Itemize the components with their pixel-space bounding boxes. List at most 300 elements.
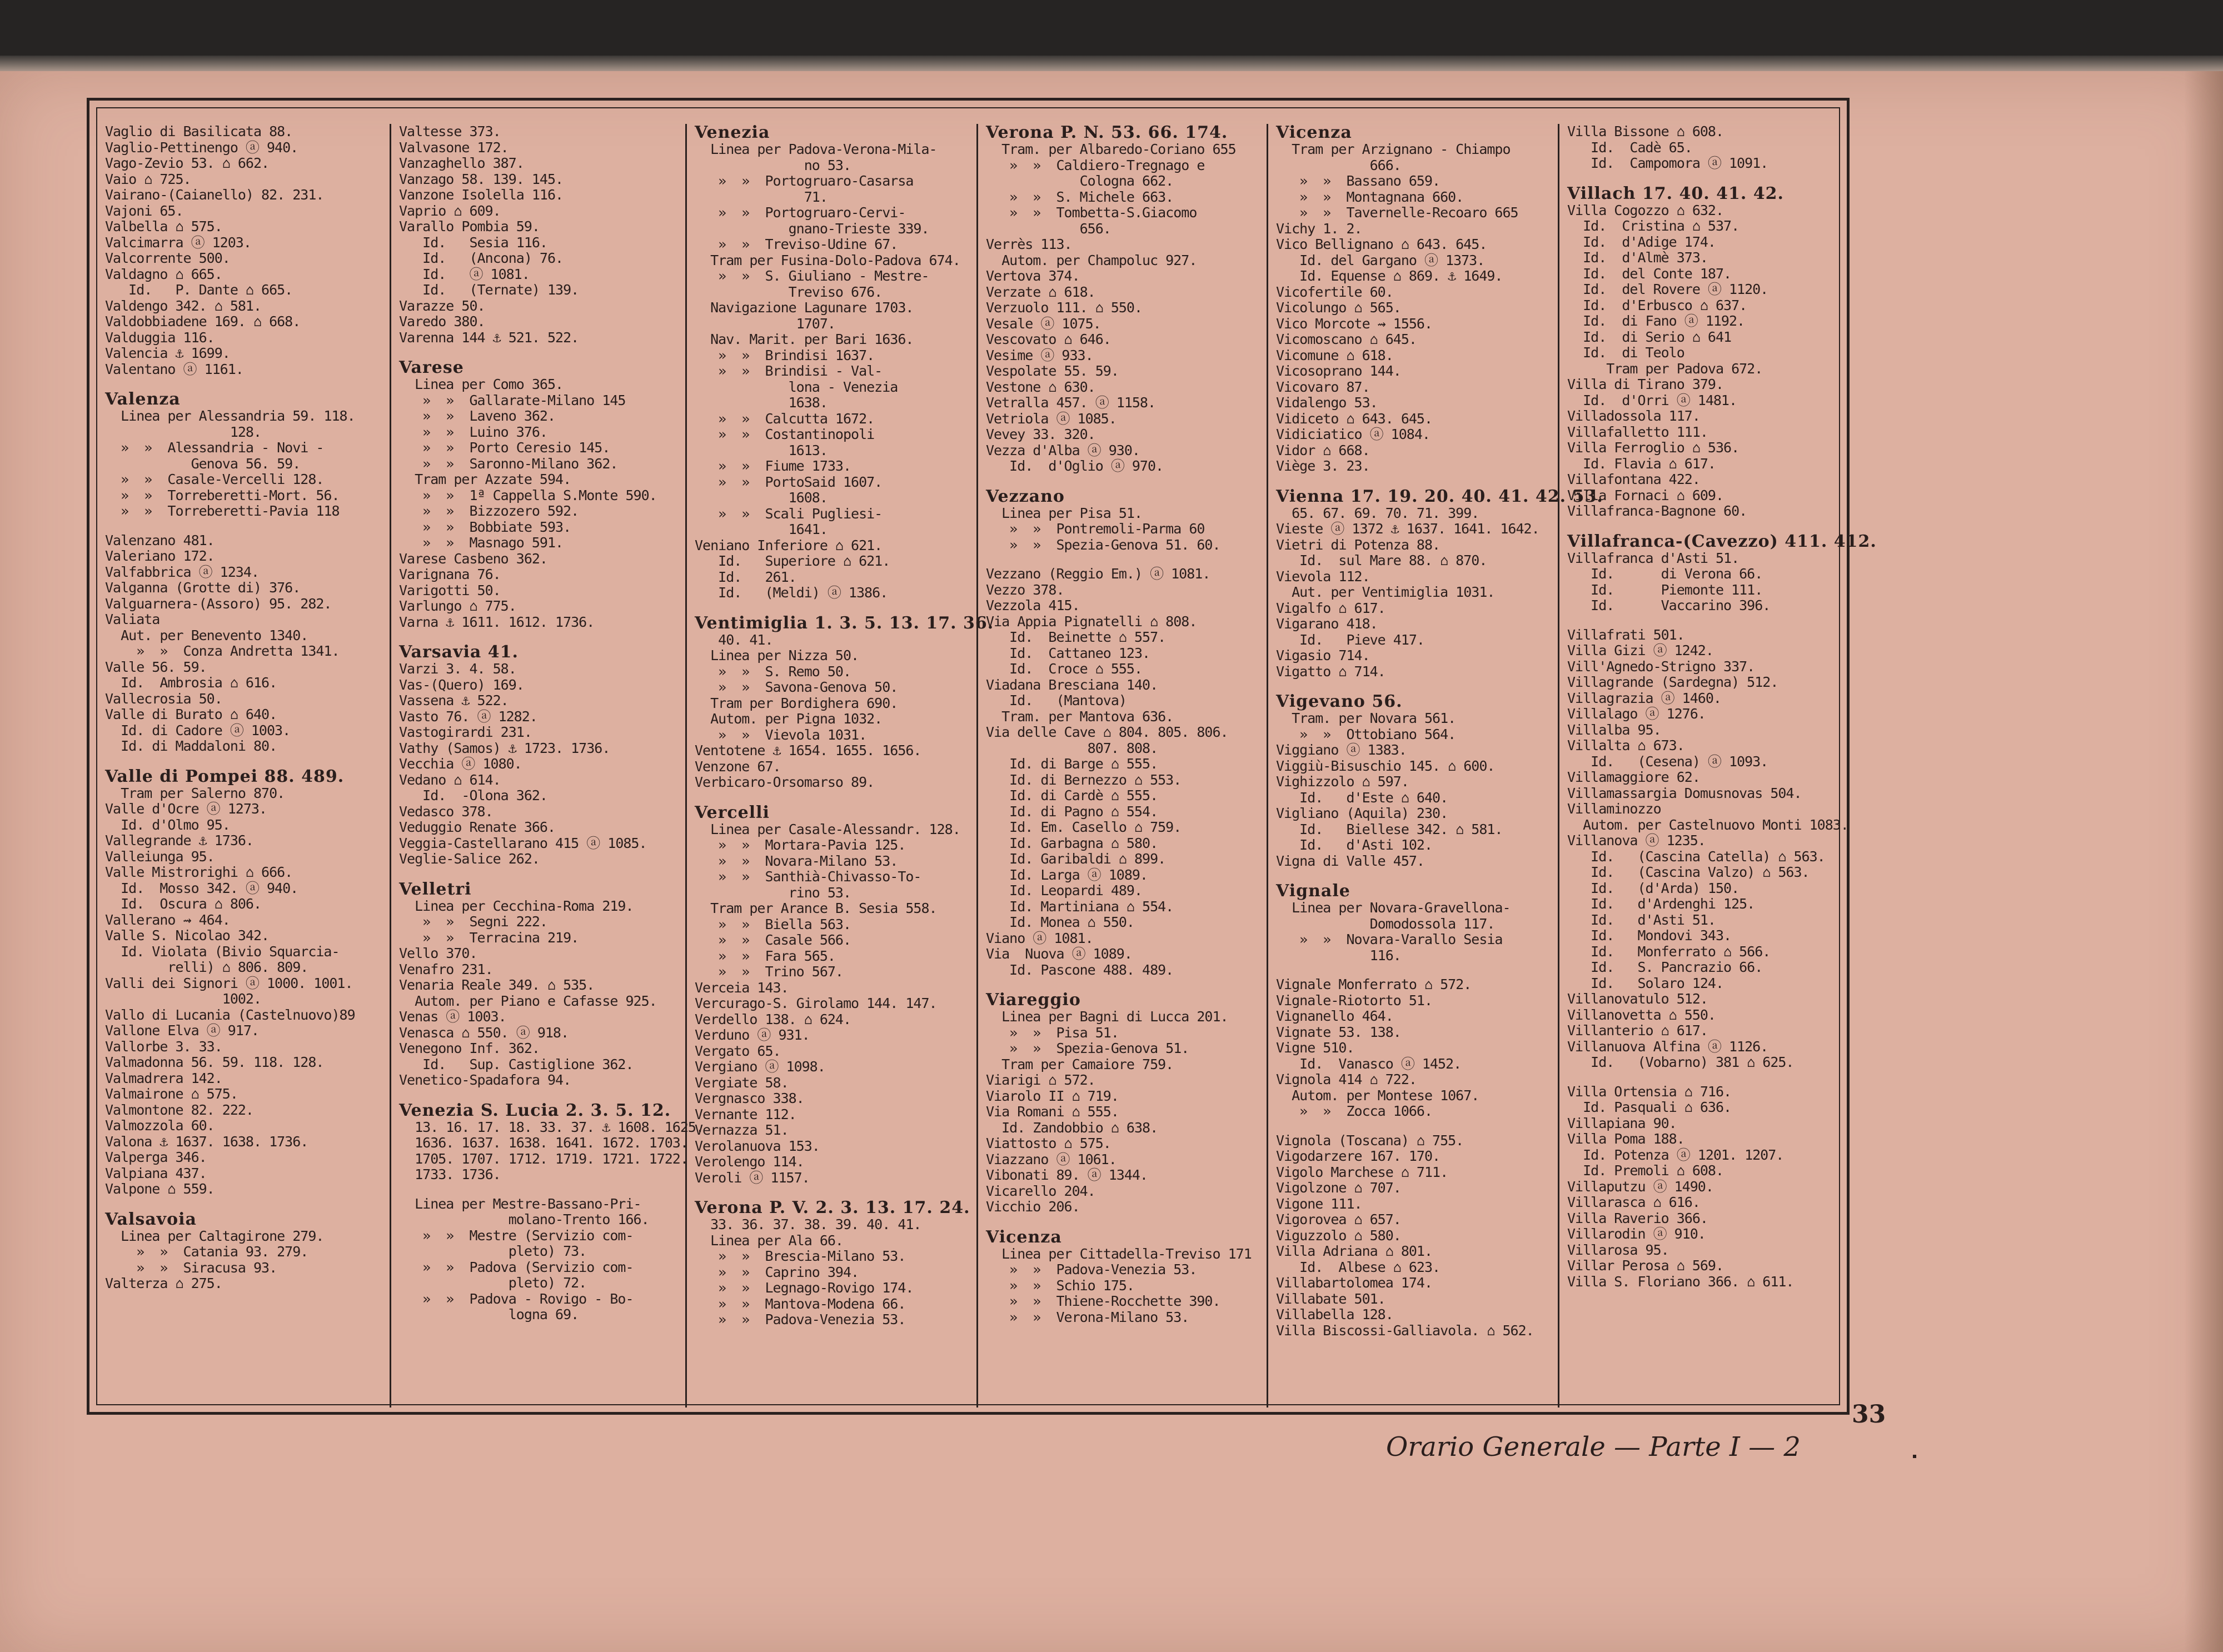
index-entry: Valmontone 82. 222.: [105, 1101, 253, 1118]
index-entry: Id. Cattaneo 123.: [986, 645, 1150, 661]
index-entry: » » Brindisi 1637.: [695, 347, 875, 363]
index-entry: Vallo di Lucania (Castelnuovo)89: [105, 1006, 355, 1023]
index-entry: Vichy 1. 2.: [1276, 220, 1362, 237]
index-entry: Id. (Cesena) ⓐ 1093.: [1567, 753, 1768, 770]
index-entry: Valli dei Signori ⓐ 1000. 1001.: [105, 975, 353, 991]
index-entry: Valpone ⌂ 559.: [105, 1181, 215, 1197]
index-entry: 1636. 1637. 1638. 1641. 1672. 1703.: [399, 1135, 688, 1151]
index-entry: Id. Pasquali ⌂ 636.: [1567, 1099, 1732, 1115]
index-entry: Varigotti 50.: [399, 582, 501, 598]
index-entry: Verbicaro-Orsomarso 89.: [695, 774, 875, 790]
index-entry: Venetico-Spadafora 94.: [399, 1072, 571, 1088]
index-entry: Id. Violata (Bivio Squarcia-: [105, 943, 340, 960]
index-entry: Id. di Cadore ⓐ 1003.: [105, 722, 291, 738]
index-entry: Vetriola ⓐ 1085.: [986, 410, 1117, 427]
index-entry: 65. 67. 69. 70. 71. 399.: [1276, 505, 1479, 521]
index-entry: Valmairone ⌂ 575.: [105, 1086, 238, 1102]
index-entry: Linea per Caltagirone 279.: [105, 1227, 324, 1244]
index-entry: Id. Cadè 65.: [1567, 139, 1692, 156]
index-entry: Linea per Padova-Verona-Mila-: [695, 141, 937, 157]
index-entry: 1705. 1707. 1712. 1719. 1721. 1722.: [399, 1150, 688, 1167]
entry-spacer: [1276, 869, 1558, 882]
index-entry: Vecchia ⓐ 1080.: [399, 756, 522, 772]
index-entry: Valmadrera 142.: [105, 1070, 222, 1086]
index-entry: Id. di Bernezzo ⌂ 553.: [986, 771, 1182, 788]
index-entry: Valvasone 172.: [399, 139, 509, 156]
index-entry: Vesime ⓐ 933.: [986, 347, 1093, 363]
index-entry: Vicolungo ⌂ 565.: [1276, 300, 1401, 316]
entry-spacer: [1276, 680, 1558, 693]
index-entry: Villanovetta ⌂ 550.: [1567, 1006, 1716, 1023]
index-entry: Id. Garibaldi ⌂ 899.: [986, 851, 1166, 867]
index-entry: lona - Venezia: [695, 378, 898, 395]
index-entry: Verolengo 114.: [695, 1154, 804, 1170]
index-entry: Tram. per Mantova 636.: [986, 708, 1174, 725]
index-entry: » » S. Remo 50.: [695, 663, 851, 680]
index-entry: pleto) 73.: [399, 1243, 587, 1259]
index-entry: 666.: [1276, 157, 1401, 173]
index-entry: Id. Albese ⌂ 623.: [1276, 1259, 1441, 1275]
index-entry: Tram per Bordighera 690.: [695, 695, 898, 711]
index-entry: Viggiano ⓐ 1383.: [1276, 742, 1407, 758]
index-entry: Villa S. Floriano 366. ⌂ 611.: [1567, 1273, 1794, 1290]
index-column-5: [1267, 123, 1603, 1408]
entry-spacer: [695, 791, 976, 804]
entry-spacer: [986, 978, 1267, 991]
index-entry: Villalago ⓐ 1276.: [1567, 706, 1706, 722]
index-entry: Linea per Cittadella-Treviso 171: [986, 1245, 1252, 1262]
index-entry: Valdobbiadene 169. ⌂ 668.: [105, 313, 301, 330]
index-entry: Treviso 676.: [695, 283, 883, 300]
index-entry: Vaio ⌂ 725.: [105, 171, 191, 187]
index-entry: Veglie-Salice 262.: [399, 851, 540, 867]
index-entry: Vallegrande ⚓ 1736.: [105, 832, 253, 849]
index-entry: » » Fiume 1733.: [695, 458, 851, 474]
index-entry: Venzone 67.: [695, 758, 781, 775]
index-entry: Villabella 128.: [1276, 1306, 1393, 1322]
index-column-1: [97, 124, 375, 1408]
index-entry: Vietri di Potenza 88.: [1276, 536, 1441, 553]
index-entry: Navigazione Lagunare 1703.: [695, 300, 914, 316]
index-entry: 807. 808.: [986, 740, 1158, 756]
index-entry: » » Siracusa 93.: [105, 1259, 277, 1276]
index-entry: Vigalfo ⌂ 617.: [1276, 600, 1385, 616]
station-heading: Vicenza: [986, 1227, 1062, 1247]
page-shadow: [2184, 71, 2223, 1652]
index-entry: Vidor ⌂ 668.: [1276, 442, 1370, 458]
index-entry: » » Treviso-Udine 67.: [695, 236, 898, 252]
index-entry: Id. d'Asti 51.: [1567, 911, 1716, 928]
index-entry: Vigna di Valle 457.: [1276, 852, 1424, 869]
index-column-6: [1558, 123, 1877, 1408]
index-entry: Vidalengo 53.: [1276, 395, 1378, 411]
station-heading: Verona P. V. 2. 3. 13. 17. 24.: [695, 1198, 970, 1217]
index-entry: Id. (Vobarno) 381 ⌂ 625.: [1567, 1054, 1794, 1070]
index-entry: Vesale ⓐ 1075.: [986, 315, 1101, 332]
page-number: 33: [1852, 1400, 1886, 1429]
index-entry: » » Mantova-Modena 66.: [695, 1295, 906, 1312]
index-entry: Id. d'Asti 102.: [1276, 837, 1433, 853]
index-entry: » » Pisa 51.: [986, 1024, 1119, 1041]
index-entry: » » Masnago 591.: [399, 535, 564, 551]
index-entry: 33. 36. 37. 38. 39. 40. 41.: [695, 1216, 921, 1232]
index-entry: Id. Em. Casello ⌂ 759.: [986, 819, 1182, 835]
index-entry: » » Santhià-Chivasso-To-: [695, 869, 921, 885]
index-entry: Vercurago-S. Girolamo 144. 147.: [695, 995, 937, 1011]
index-entry: Vicomoscano ⌂ 645.: [1276, 331, 1417, 347]
index-entry: Tram per Fusina-Dolo-Padova 674.: [695, 252, 960, 268]
index-entry: 1613.: [695, 442, 828, 458]
index-entry: Viarolo II ⌂ 719.: [986, 1087, 1119, 1104]
index-entry: Ventotene ⚓ 1654. 1655. 1656.: [695, 742, 921, 758]
index-entry: Nav. Marit. per Bari 1636.: [695, 331, 914, 347]
index-entry: Linea per Mestre-Bassano-Pri-: [399, 1195, 641, 1212]
index-entry: Id. (Cascina Valzo) ⌂ 563.: [1567, 864, 1810, 880]
index-entry: » » Laveno 362.: [399, 408, 556, 424]
index-entry: » » Padova (Servizio com-: [399, 1259, 634, 1275]
index-entry: Veniano Inferiore ⌂ 621.: [695, 537, 883, 553]
index-entry: Villapiana 90.: [1567, 1115, 1677, 1131]
index-entry: Villa Ferroglio ⌂ 536.: [1567, 440, 1739, 456]
index-entry: » » Catania 93. 279.: [105, 1244, 308, 1260]
index-entry: Vallone Elva ⓐ 917.: [105, 1022, 259, 1039]
entry-spacer: [1276, 1120, 1558, 1133]
index-entry: Valiata: [105, 611, 160, 627]
index-entry: Id. 261.: [695, 568, 796, 585]
index-entry: » » Ottobiano 564.: [1276, 726, 1456, 742]
index-entry: Autom. per Champoluc 927.: [986, 252, 1197, 268]
index-entry: Villafalletto 111.: [1567, 423, 1708, 440]
index-entry: Valona ⚓ 1637. 1638. 1736.: [105, 1133, 308, 1150]
index-entry: Valle di Burato ⌂ 640.: [105, 706, 277, 722]
index-entry: Villanuova Alfina ⓐ 1126.: [1567, 1038, 1768, 1055]
station-heading: Vercelli: [695, 802, 770, 822]
index-entry: Vassena ⚓ 522.: [399, 692, 509, 708]
index-entry: Viarigi ⌂ 572.: [986, 1072, 1095, 1088]
index-entry: Id. Monea ⌂ 550.: [986, 914, 1134, 930]
index-entry: Vigliano (Aquila) 230.: [1276, 805, 1448, 821]
index-entry: Id. Vanasco ⓐ 1452.: [1276, 1055, 1462, 1072]
entry-spacer: [695, 1186, 976, 1199]
index-entry: » » Caldiero-Tregnago e: [986, 157, 1205, 173]
index-entry: Id. di Pagno ⌂ 554.: [986, 803, 1158, 820]
index-entry: Villagrazia ⓐ 1460.: [1567, 690, 1721, 706]
index-entry: Vignate 53. 138.: [1276, 1024, 1401, 1040]
index-entry: » » Porto Ceresio 145.: [399, 440, 610, 456]
index-entry: Villar Perosa ⌂ 569.: [1567, 1257, 1724, 1274]
index-entry: Tram per Salerno 870.: [105, 785, 285, 801]
index-entry: Vibonati 89. ⓐ 1344.: [986, 1167, 1148, 1183]
index-entry: » » Caprino 394.: [695, 1264, 859, 1280]
index-entry: Id. Garbagna ⌂ 580.: [986, 835, 1158, 851]
index-entry: Venegono Inf. 362.: [399, 1040, 540, 1056]
index-entry: Varese Casbeno 362.: [399, 550, 547, 567]
index-entry: Cologna 662.: [986, 173, 1174, 189]
index-entry: 1641.: [695, 521, 828, 537]
index-entry: » » Fara 565.: [695, 947, 835, 964]
index-entry: Vago-Zevio 53. ⌂ 662.: [105, 155, 270, 171]
index-entry: Verduno ⓐ 931.: [695, 1027, 810, 1043]
index-entry: Valfabbrica ⓐ 1234.: [105, 563, 259, 580]
index-entry: Linea per Pisa 51.: [986, 505, 1143, 521]
index-entry: Via Nuova ⓐ 1089.: [986, 946, 1132, 962]
entry-spacer: [1567, 1071, 1847, 1084]
entry-spacer: [105, 755, 375, 768]
index-entry: » » Spezia-Genova 51. 60.: [986, 536, 1220, 553]
index-entry: Valencia ⚓ 1699.: [105, 345, 230, 361]
index-entry: Linea per Ala 66.: [695, 1232, 843, 1249]
index-entry: » » Bizzozero 592.: [399, 503, 579, 519]
index-entry: Villa Raverio 366.: [1567, 1210, 1708, 1226]
index-entry: Valbella ⌂ 575.: [105, 218, 222, 234]
index-entry: Vignanello 464.: [1276, 1008, 1393, 1024]
index-entry: Vespolate 55. 59.: [986, 363, 1119, 379]
index-entry: Id. d'Este ⌂ 640.: [1276, 789, 1448, 806]
index-entry: » » Luino 376.: [399, 423, 547, 440]
index-entry: Valperga 346.: [105, 1149, 207, 1165]
index-entry: Vievola 112.: [1276, 568, 1370, 585]
index-entry: Veggia-Castellarano 415 ⓐ 1085.: [399, 835, 647, 851]
index-entry: Vicovaro 87.: [1276, 378, 1370, 395]
index-entry: Villa Poma 188.: [1567, 1131, 1684, 1147]
index-entry: Villa Adriana ⌂ 801.: [1276, 1243, 1433, 1259]
index-entry: Verzate ⌂ 618.: [986, 283, 1095, 300]
index-entry: Id. Martiniana ⌂ 554.: [986, 898, 1174, 915]
index-entry: Vathy (Samos) ⚓ 1723. 1736.: [399, 740, 610, 756]
index-entry: » » Calcutta 1672.: [695, 410, 875, 427]
station-heading: Valsavoia: [105, 1209, 197, 1229]
index-entry: » » Scali Pugliesi-: [695, 505, 883, 522]
index-entry: Viazzano ⓐ 1061.: [986, 1151, 1117, 1167]
station-heading: Varese: [399, 358, 464, 377]
index-entry: Id. d'Ardenghi 125.: [1567, 896, 1755, 912]
index-entry: Valcimarra ⓐ 1203.: [105, 234, 251, 251]
index-entry: Id. (Mantova): [986, 692, 1127, 708]
index-entry: Vigorovea ⌂ 657.: [1276, 1211, 1401, 1227]
index-entry: Valdengo 342. ⌂ 581.: [105, 297, 262, 314]
index-entry: Villalta ⌂ 673.: [1567, 737, 1684, 753]
station-heading: Ventimiglia 1. 3. 5. 13. 17. 36.: [695, 613, 994, 633]
station-heading: Villafranca-(Cavezzo) 411. 412.: [1567, 531, 1877, 551]
index-frame: [87, 98, 1877, 1415]
index-entry: » » 1ª Cappella S.Monte 590.: [399, 487, 657, 503]
index-entry: Vignale Monferrato ⌂ 572.: [1276, 976, 1472, 992]
station-heading: Vigevano 56.: [1276, 692, 1403, 711]
station-heading: Vienna 17. 19. 20. 40. 41. 42. 53.: [1276, 486, 1603, 506]
index-entry: Aut. per Benevento 1340.: [105, 627, 308, 643]
index-entry: Vignale-Riotorto 51.: [1276, 992, 1433, 1009]
index-entry: Id. Sesia 116.: [399, 234, 547, 251]
index-entry: Valmozzola 60.: [105, 1117, 215, 1134]
index-entry: Vill'Agnedo-Strigno 337.: [1567, 658, 1755, 675]
index-entry: Id. Mondovi 343.: [1567, 927, 1732, 944]
index-entry: » » Novara-Milano 53.: [695, 852, 898, 869]
index-entry: Id. d'Erbusco ⌂ 637.: [1567, 297, 1747, 313]
index-entry: Linea per Casale-Alessandr. 128.: [695, 821, 960, 837]
index-entry: Vigatto ⌂ 714.: [1276, 663, 1385, 680]
entry-spacer: [1567, 614, 1847, 627]
index-entry: » » Terracina 219.: [399, 929, 579, 946]
index-entry: Id. di Teolo: [1567, 345, 1684, 361]
index-entry: Id. -Olona 362.: [399, 787, 547, 803]
station-heading: Valle di Pompei 88. 489.: [105, 766, 345, 786]
index-entry: Valle 56. 59.: [105, 658, 207, 675]
index-entry: Vernazza 51.: [695, 1122, 789, 1138]
index-entry: Villamassargia Domusnovas 504.: [1567, 785, 1802, 801]
index-entry: Vergiate 58.: [695, 1074, 789, 1091]
index-entry: Vetralla 457. ⓐ 1158.: [986, 395, 1156, 411]
index-entry: 40. 41.: [695, 631, 773, 648]
index-entry: Villabate 501.: [1276, 1290, 1385, 1307]
index-entry: Via delle Cave ⌂ 804. 805. 806.: [986, 724, 1228, 740]
index-entry: Valle S. Nicolao 342.: [105, 927, 270, 944]
index-entry: Valcorrente 500.: [105, 250, 230, 266]
index-entry: Id. Beinette ⌂ 557.: [986, 629, 1166, 645]
index-entry: rino 53.: [695, 884, 851, 901]
index-entry: Villarasca ⌂ 616.: [1567, 1194, 1700, 1210]
index-entry: Villa Biscossi-Galliavola. ⌂ 562.: [1276, 1322, 1534, 1339]
index-entry: » » Tombetta-S.Giacomo: [986, 204, 1197, 221]
entry-spacer: [399, 630, 685, 643]
index-entry: Verdello 138. ⌂ 624.: [695, 1011, 851, 1027]
index-entry: Linea per Como 365.: [399, 376, 564, 392]
index-entry: » » Thiene-Rocchette 390.: [986, 1293, 1220, 1309]
index-entry: Autom. per Piano e Cafasse 925.: [399, 992, 657, 1009]
index-entry: » » Legnago-Rovigo 174.: [695, 1280, 914, 1296]
index-entry: Varedo 380.: [399, 313, 485, 330]
index-entry: 1733. 1736.: [399, 1166, 501, 1182]
index-entry: Id. Biellese 342. ⌂ 581.: [1276, 821, 1503, 837]
index-entry: pleto) 72.: [399, 1275, 587, 1291]
entry-spacer: [986, 1215, 1267, 1229]
index-entry: Villa Cogozzo ⌂ 632.: [1567, 202, 1724, 218]
index-entry: Id. Piemonte 111.: [1567, 581, 1763, 598]
index-entry: Linea per Novara-Gravellona-: [1276, 900, 1511, 916]
station-heading: Valenza: [105, 390, 181, 409]
index-entry: Valeriano 172.: [105, 548, 215, 564]
index-entry: Vezzola 415.: [986, 597, 1080, 613]
index-entry: Vezzano (Reggio Em.) ⓐ 1081.: [986, 566, 1210, 582]
index-entry: Villafontana 422.: [1567, 471, 1700, 487]
station-heading: Vezzano: [986, 486, 1065, 506]
index-entry: Vallecrosia 50.: [105, 690, 222, 707]
index-entry: Vigolzone ⌂ 707.: [1276, 1180, 1401, 1196]
index-entry: Varlungo ⌂ 775.: [399, 598, 516, 614]
station-heading: Villach 17. 40. 41. 42.: [1567, 183, 1785, 203]
index-entry: Vignola (Toscana) ⌂ 755.: [1276, 1132, 1464, 1149]
entry-spacer: [105, 377, 375, 391]
index-entry: no 53.: [695, 157, 851, 173]
index-entry: Id. Oscura ⌂ 806.: [105, 896, 262, 912]
index-entry: Valle Mistrorighi ⌂ 666.: [105, 864, 293, 880]
index-entry: » » Padova - Rovigo - Bo-: [399, 1290, 634, 1307]
index-entry: Valganna (Grotte di) 376.: [105, 580, 301, 596]
index-entry: » » Padova-Venezia 53.: [695, 1311, 906, 1327]
index-entry: Varazze 50.: [399, 297, 485, 314]
index-entry: Vignola 414 ⌂ 722.: [1276, 1071, 1417, 1087]
index-entry: Vescovato ⌂ 646.: [986, 331, 1111, 347]
index-entry: Valpiana 437.: [105, 1165, 207, 1181]
index-entry: Vallerano ⇝ 464.: [105, 911, 230, 928]
index-entry: » » Mortara-Pavia 125.: [695, 837, 906, 853]
index-entry: Domodossola 117.: [1276, 915, 1495, 932]
index-entry: Via Appia Pignatelli ⌂ 808.: [986, 613, 1197, 630]
index-entry: Vigone 111.: [1276, 1195, 1362, 1212]
index-entry: 1638.: [695, 395, 828, 411]
index-entry: relli) ⌂ 806. 809.: [105, 959, 308, 975]
index-entry: » » Novara-Varallo Sesia: [1276, 931, 1503, 947]
index-entry: » » Gallarate-Milano 145: [399, 392, 626, 408]
index-entry: Id. Monferrato ⌂ 566.: [1567, 943, 1771, 960]
index-entry: » » Trino 567.: [695, 964, 843, 980]
index-entry: » » Padova-Venezia 53.: [986, 1261, 1197, 1277]
index-entry: » » Brindisi - Val-: [695, 363, 883, 379]
index-entry: Id. S. Pancrazio 66.: [1567, 959, 1763, 975]
index-entry: Villabartolomea 174.: [1276, 1275, 1433, 1291]
index-entry: » » Savona-Genova 50.: [695, 679, 898, 695]
index-entry: Tram per Padova 672.: [1567, 360, 1763, 377]
index-entry: Tram. per Albaredo-Coriano 655: [986, 141, 1236, 157]
index-entry: » » Saronno-Milano 362.: [399, 455, 618, 472]
station-heading: Venezia S. Lucia 2. 3. 5. 12.: [399, 1100, 671, 1120]
index-entry: Vastogirardi 231.: [399, 724, 532, 740]
station-heading: Vignale: [1276, 881, 1350, 901]
index-entry: Id. ⓐ 1081.: [399, 266, 530, 282]
index-entry: 71.: [695, 188, 828, 205]
index-entry: Id. Leopardi 489.: [986, 882, 1143, 899]
index-entry: Vergnasco 338.: [695, 1090, 804, 1106]
index-entry: Varzi 3. 4. 58.: [399, 661, 516, 677]
index-entry: Linea per Bagni di Lucca 201.: [986, 1009, 1228, 1025]
index-entry: » » Bobbiate 593.: [399, 518, 571, 535]
index-entry: » » Montagnana 660.: [1276, 188, 1464, 205]
index-entry: Id. di Maddaloni 80.: [105, 738, 277, 754]
index-entry: Venas ⓐ 1003.: [399, 1009, 506, 1025]
entry-spacer: [105, 1197, 375, 1211]
index-entry: Villanterio ⌂ 617.: [1567, 1022, 1708, 1039]
index-entry: » » Conza Andretta 1341.: [105, 643, 340, 659]
index-entry: Linea per Nizza 50.: [695, 647, 859, 663]
index-entry: » » S. Giuliano - Mestre-: [695, 268, 929, 284]
entry-spacer: [1567, 172, 1847, 185]
index-entry: 1002.: [105, 991, 262, 1007]
index-entry: Vertova 374.: [986, 268, 1080, 284]
index-entry: » » S. Michele 663.: [986, 188, 1174, 205]
index-entry: 128.: [105, 423, 262, 440]
index-entry: » » Torreberetti-Pavia 118: [105, 503, 340, 519]
print-mark: [1913, 1455, 1916, 1458]
index-entry: Id. Vaccarino 396.: [1567, 597, 1771, 613]
index-entry: Vezzo 378.: [986, 581, 1064, 598]
index-entry: Id. Potenza ⓐ 1201. 1207.: [1567, 1146, 1784, 1163]
index-entry: Id. Solaro 124.: [1567, 975, 1724, 991]
index-entry: Venaria Reale 349. ⌂ 535.: [399, 977, 595, 993]
index-entry: Id. del Conte 187.: [1567, 265, 1732, 282]
index-entry: » » Schio 175.: [986, 1277, 1134, 1294]
index-entry: » » Casale-Vercelli 128.: [105, 471, 324, 487]
index-entry: Id. Superiore ⌂ 621.: [695, 553, 890, 569]
index-entry: Villanova ⓐ 1235.: [1567, 832, 1706, 849]
index-entry: Vevey 33. 320.: [986, 426, 1095, 442]
index-column-4: [976, 124, 1267, 1408]
entry-spacer: [399, 867, 685, 881]
index-entry: Varenna 144 ⚓ 521. 522.: [399, 329, 579, 346]
index-entry: » » Verona-Milano 53.: [986, 1309, 1189, 1325]
index-entry: Id. d'Oglio ⓐ 970.: [986, 458, 1164, 474]
index-entry: Id. d'Almè 373.: [1567, 249, 1708, 266]
index-entry: Villaputzu ⓐ 1490.: [1567, 1178, 1713, 1195]
index-entry: Villafranca-Bagnone 60.: [1567, 503, 1747, 519]
